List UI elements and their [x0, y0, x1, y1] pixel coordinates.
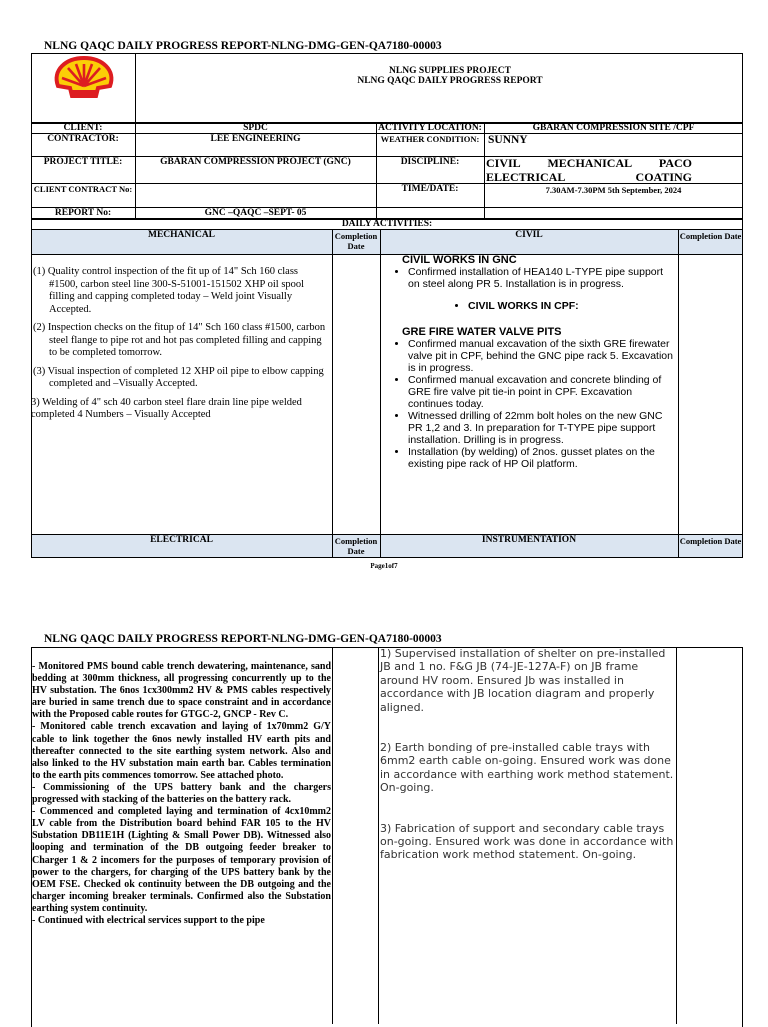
gre-heading: GRE FIRE WATER VALVE PITS [402, 326, 562, 338]
civil-gnc-item: • Confirmed installation of HEA140 L-TYPE pipe support on steel along PR 5. Installation is in progress. [408, 266, 676, 290]
electrical-paragraph: - Commenced and completed laying and termination of 4cx10mm2 LV cable from the Distribution board behind FAR 105 to the HV Substation DB11E1H (Lighting & Small Power DB). Witnessed also looping and termination of the DB outgoing feeder breaker to Charger 1 & 2 incomers for the purposes of temporary provision of power to the chargers, for charging of the UPS battery bank by the OEM FSE. Checked ok continuity between the DB outgoing and the charger incoming breaker terminals. Confirmed also the Substation earthing system continuity. [32, 806, 331, 914]
mechanical-item: (3) Visual inspection of completed 12 XHP oil pipe to elbow capping completed and –Visually Accepted. [33, 365, 324, 389]
time-value: 7.30AM-7.30PM 5th September, 2024 [545, 185, 682, 195]
mechanical-items [33, 266, 329, 422]
civil-completion-date: Completion Date [679, 231, 742, 241]
project-title: NLNG SUPPLIES PROJECT [389, 66, 511, 76]
report-title: NLNG QAQC DAILY PROGRESS REPORT [357, 76, 543, 86]
project-label: PROJECT TITLE: [43, 157, 123, 167]
gre-item: • Installation (by welding) of 2nos. gusset plates on the existing pipe rack of HP Oil platform. [408, 446, 676, 470]
mechanical-completion-date: Completion Date [334, 231, 378, 251]
gre-item: • Confirmed manual excavation of the sixth GRE firewater valve pit in CPF, behind the GNC pipe rack 5. Excavation is in progress. [408, 338, 676, 374]
instrumentation-paragraph: 1) Supervised installation of shelter on pre-installed JB and 1 no. F&G JB (74-JE-127A-F) on JB frame around HV room. Ensured Jb was installed in accordance with JB location diagram and properly aligned. [380, 647, 666, 714]
project-value: GBARAN COMPRESSION PROJECT (GNC) [160, 157, 351, 167]
page2-header-title: NLNG QAQC DAILY PROGRESS REPORT-NLNG-DMG-GEN-QA7180-00003 [44, 633, 442, 645]
activity-location-label: ACTIVITY LOCATION: [378, 123, 482, 133]
electrical-heading: ELECTRICAL [150, 535, 213, 545]
mechanical-item: (2) Inspection checks on the fitup of 14" Sch 160 class #1500, carbon steel flange to pipe rot and hot pas completed filling and capping to be completed tomorrow. [33, 322, 326, 358]
electrical-completion-date: Completion Date [334, 536, 378, 556]
instrumentation-paragraph: 2) Earth bonding of pre-installed cable trays with 6mm2 earth cable on-going. Ensured work was done in accordance with earthing work method statement. On-going. [380, 741, 674, 795]
instrumentation-details [380, 647, 674, 862]
weather-value: SUNNY [488, 134, 528, 146]
mechanical-item: (1) Quality control inspection of the fit up of 14" Sch 160 class #1500, carbon steel line 300-S-51001-151502 XHP oil spool filling and capping completed today – Weld joint Visually Accepted. [33, 266, 305, 315]
mechanical-item: 3) Welding of 4" sch 40 carbon steel flare drain line pipe welded completed 4 Numbers – Visually Accepted [31, 396, 302, 420]
daily-activities-label: DAILY ACTIVITIES: [341, 219, 433, 229]
instrumentation-heading: INSTRUMENTATION [481, 535, 577, 545]
instrumentation-completion-date: Completion Date [679, 536, 742, 546]
gre-item: • Witnessed drilling of 22mm bolt holes on the new GNC PR 1,2 and 3. In preparation for T-TYPE pipe support installation. Drilling is in progress. [408, 410, 676, 446]
civil-gnc-heading: CIVIL WORKS IN GNC [402, 254, 517, 266]
page-header-title: NLNG QAQC DAILY PROGRESS REPORT-NLNG-DMG-GEN-QA7180-00003 [44, 40, 442, 52]
report-label: REPORT No: [54, 208, 112, 218]
gre-item: • Confirmed manual excavation and concrete blinding of GRE fire valve pit tie-in point in CPF. Excavation continues today. [408, 374, 676, 410]
client-value: SPDC [243, 123, 268, 133]
discipline-value: CIVIL MECHANICAL PACO ELECTRICAL COATING [486, 156, 692, 184]
instrumentation-paragraph: 3) Fabrication of support and secondary cable trays on-going. Ensured work was done in accordance with fabrication work method statement. On-going. [380, 821, 674, 862]
weather-label: WEATHER CONDITION: [380, 134, 480, 144]
civil-cpf-heading: • CIVIL WORKS IN CPF: [468, 300, 676, 312]
time-label: TIME/DATE: [401, 184, 459, 194]
page-number: Page1of7 [370, 562, 398, 570]
client-label: CLIENT: [63, 123, 103, 133]
electrical-details [32, 661, 331, 927]
electrical-paragraph: - Monitored PMS bound cable trench dewatering, maintenance, sand bedding at 300mm thickness, all progressing concurrently up to the HV substation. The 6nos 1cx300mm2 HV & PMS cables respectively are buried in same trench due to space constraint and in accordance with the Proposed cable routes for GTGC-2, GNCP - Rev C. [32, 661, 331, 721]
activity-location-value: GBARAN COMPRESSION SITE /CPF [532, 123, 695, 133]
civil-items [384, 254, 676, 470]
contract-label: CLIENT CONTRACT No: [33, 184, 133, 194]
shell-logo-icon [50, 56, 118, 100]
electrical-paragraph: - Monitored cable trench excavation and laying of 1x70mm2 G/Y cable to link together the 6nos newly installed HV earth pits and thereafter connected to the site earthing system network. Also and also linked to the HV substation main earth bar. Cables termination to the earth pits commences tomorrow. See attached photo. [32, 721, 331, 781]
civil-heading: CIVIL [515, 230, 543, 240]
mechanical-heading: MECHANICAL [147, 230, 216, 240]
title-block [31, 53, 743, 123]
electrical-paragraph: - Continued with electrical services support to the pipe [32, 914, 265, 926]
electrical-paragraph: - Commissioning of the UPS battery bank and the chargers progressed with stacking of the batteries on the battery rack. [32, 781, 331, 806]
report-value: GNC –QAQC –SEPT- 05 [204, 208, 307, 218]
contractor-label: CONTRACTOR: [47, 134, 119, 144]
contractor-value: LEE ENGINEERING [210, 134, 301, 144]
discipline-label: DISCIPLINE: [400, 157, 460, 167]
